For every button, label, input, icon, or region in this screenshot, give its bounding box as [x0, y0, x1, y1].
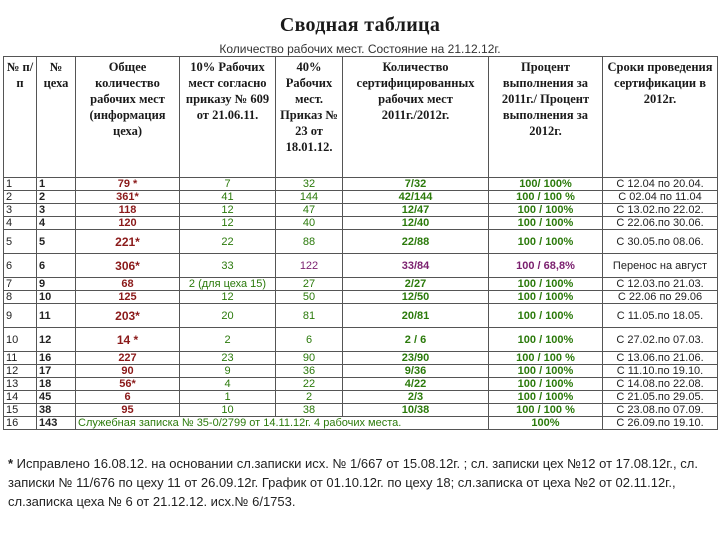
- summary-table: [3, 56, 718, 430]
- cell-row-number: 8: [4, 291, 37, 304]
- cell-completion-percent: 100 / 100 %: [489, 191, 603, 204]
- cell-certified-count: 12/40: [343, 217, 489, 230]
- cell-certification-term: С 13.06.по 21.06.: [603, 352, 718, 365]
- cell-row-number: 7: [4, 278, 37, 291]
- cell-completion-percent: 100 / 100%: [489, 378, 603, 391]
- cell-workshop-number: 16: [37, 352, 76, 365]
- cell-40-percent: 50: [276, 291, 343, 304]
- cell-total-workplaces: 95: [76, 404, 180, 417]
- cell-workshop-number: 18: [37, 378, 76, 391]
- cell-10-percent: 12: [180, 204, 276, 217]
- cell-row-number: 5: [4, 230, 37, 254]
- cell-certification-term: С 30.05.по 08.06.: [603, 230, 718, 254]
- cell-40-percent: 27: [276, 278, 343, 291]
- cell-workshop-number: 4: [37, 217, 76, 230]
- cell-completion-percent: 100/ 100%: [489, 178, 603, 191]
- cell-row-number: 10: [4, 328, 37, 352]
- cell-completion-percent: 100 / 100%: [489, 204, 603, 217]
- table-row: [4, 204, 718, 217]
- cell-total-workplaces: 125: [76, 291, 180, 304]
- cell-workshop-number: 38: [37, 404, 76, 417]
- cell-40-percent: 38: [276, 404, 343, 417]
- cell-certification-term: С 23.08.по 07.09.: [603, 404, 718, 417]
- cell-workshop-number: 12: [37, 328, 76, 352]
- header-certified-count: Количество сертифицированных рабочих мест 2011г./2012г.: [343, 57, 489, 178]
- cell-40-percent: 90: [276, 352, 343, 365]
- cell-row-number: 4: [4, 217, 37, 230]
- cell-certified-count: 10/38: [343, 404, 489, 417]
- cell-total-workplaces: 203*: [76, 304, 180, 328]
- cell-total-workplaces: 6: [76, 391, 180, 404]
- cell-certification-term: С 12.03.по 21.03.: [603, 278, 718, 291]
- cell-40-percent: 2: [276, 391, 343, 404]
- table-row: [4, 365, 718, 378]
- cell-workshop-number: 9: [37, 278, 76, 291]
- footnote: [8, 454, 714, 511]
- header-total-workplaces: Общее количество рабочих мест (информация цеха): [76, 57, 180, 178]
- cell-row-number: 14: [4, 391, 37, 404]
- cell-40-percent: 22: [276, 378, 343, 391]
- cell-40-percent: 144: [276, 191, 343, 204]
- cell-completion-percent: 100 / 100%: [489, 304, 603, 328]
- cell-10-percent: 9: [180, 365, 276, 378]
- cell-40-percent: 40: [276, 217, 343, 230]
- cell-certified-count: 7/32: [343, 178, 489, 191]
- table-row: [4, 378, 718, 391]
- table-row: [4, 178, 718, 191]
- cell-completion-percent: 100 / 100 %: [489, 404, 603, 417]
- cell-row-number: 12: [4, 365, 37, 378]
- cell-completion-percent: 100 / 100%: [489, 230, 603, 254]
- header-10-percent: 10% Рабочих мест согласно приказу № 609 от 21.06.11.: [180, 57, 276, 178]
- cell-row-number: 2: [4, 191, 37, 204]
- table-row: [4, 391, 718, 404]
- header-row-number: № п/п: [4, 57, 37, 178]
- cell-workshop-number: 5: [37, 230, 76, 254]
- cell-certified-count: 12/50: [343, 291, 489, 304]
- cell-certification-term: С 02.04 по 11.04: [603, 191, 718, 204]
- table-row: [4, 417, 718, 430]
- cell-40-percent: 88: [276, 230, 343, 254]
- header-40-percent: 40% Рабочих мест. Приказ № 23 от 18.01.12.: [276, 57, 343, 178]
- cell-total-workplaces: 120: [76, 217, 180, 230]
- cell-certified-count: 9/36: [343, 365, 489, 378]
- cell-certified-count: 2/3: [343, 391, 489, 404]
- table-row: [4, 352, 718, 365]
- cell-workshop-number: 45: [37, 391, 76, 404]
- cell-total-workplaces: 306*: [76, 254, 180, 278]
- cell-row-number: 6: [4, 254, 37, 278]
- cell-completion-percent: 100 / 100%: [489, 217, 603, 230]
- cell-certification-term: С 13.02.по 22.02.: [603, 204, 718, 217]
- table-row: [4, 304, 718, 328]
- cell-workshop-number: 17: [37, 365, 76, 378]
- cell-certified-count: 23/90: [343, 352, 489, 365]
- cell-certified-count: 22/88: [343, 230, 489, 254]
- cell-certification-term: С 14.08.по 22.08.: [603, 378, 718, 391]
- table-row: [4, 254, 718, 278]
- cell-workshop-number: 143: [37, 417, 76, 430]
- footnote-star: *: [8, 456, 17, 471]
- cell-certification-term: С 11.10.по 19.10.: [603, 365, 718, 378]
- cell-total-workplaces: 118: [76, 204, 180, 217]
- cell-10-percent: 4: [180, 378, 276, 391]
- table-row: [4, 278, 718, 291]
- cell-completion-percent: 100 / 100 %: [489, 352, 603, 365]
- cell-certified-count: 33/84: [343, 254, 489, 278]
- cell-certified-count: 20/81: [343, 304, 489, 328]
- cell-completion-percent: 100%: [489, 417, 603, 430]
- footnote-text: Исправлено 16.08.12. на основании сл.записки исх. № 1/667 от 15.08.12г. ; сл. записки цех №12 от 17.08.12г., сл. записки № 11/676 по цеху 11 от 26.09.12г. График от 01.10.12г. по цеху 18; сл.записка от цеха №2 от 02.11.12г., сл.записка цеха № 6 от 21.12.12. исх.№ 6/1753.: [8, 456, 698, 509]
- cell-total-workplaces: 56*: [76, 378, 180, 391]
- cell-40-percent: 32: [276, 178, 343, 191]
- page-title: Сводная таблица: [279, 14, 441, 36]
- cell-10-percent: 12: [180, 291, 276, 304]
- table-row: [4, 191, 718, 204]
- cell-total-workplaces: 227: [76, 352, 180, 365]
- header-row: [4, 57, 718, 178]
- cell-workshop-number: 10: [37, 291, 76, 304]
- cell-total-workplaces: 68: [76, 278, 180, 291]
- cell-10-percent: 10: [180, 404, 276, 417]
- cell-10-percent: 33: [180, 254, 276, 278]
- page-subtitle: Количество рабочих мест. Состояние на 21.12.12г.: [219, 42, 501, 56]
- cell-service-note: Служебная записка № 35-0/2799 от 14.11.12г. 4 рабочих места.: [76, 417, 489, 430]
- cell-40-percent: 81: [276, 304, 343, 328]
- cell-row-number: 1: [4, 178, 37, 191]
- cell-workshop-number: 1: [37, 178, 76, 191]
- cell-10-percent: 2 (для цеха 15): [180, 278, 276, 291]
- cell-row-number: 11: [4, 352, 37, 365]
- cell-completion-percent: 100 / 100%: [489, 391, 603, 404]
- table-row: [4, 328, 718, 352]
- cell-completion-percent: 100 / 100%: [489, 328, 603, 352]
- cell-workshop-number: 2: [37, 191, 76, 204]
- cell-certification-term: С 26.09.по 19.10.: [603, 417, 718, 430]
- cell-10-percent: 41: [180, 191, 276, 204]
- cell-certification-term: С 27.02.по 07.03.: [603, 328, 718, 352]
- table-row: [4, 217, 718, 230]
- cell-total-workplaces: 90: [76, 365, 180, 378]
- cell-40-percent: 47: [276, 204, 343, 217]
- cell-certified-count: 42/144: [343, 191, 489, 204]
- cell-10-percent: 22: [180, 230, 276, 254]
- cell-total-workplaces: 14 *: [76, 328, 180, 352]
- cell-10-percent: 7: [180, 178, 276, 191]
- cell-certified-count: 2 / 6: [343, 328, 489, 352]
- cell-certification-term: С 12.04 по 20.04.: [603, 178, 718, 191]
- cell-certification-term: Перенос на август: [603, 254, 718, 278]
- cell-10-percent: 23: [180, 352, 276, 365]
- cell-certification-term: С 11.05.по 18.05.: [603, 304, 718, 328]
- cell-40-percent: 36: [276, 365, 343, 378]
- cell-certified-count: 2/27: [343, 278, 489, 291]
- cell-10-percent: 12: [180, 217, 276, 230]
- header-certification-term: Сроки проведения сертификации в 2012г.: [603, 57, 718, 178]
- cell-total-workplaces: 361*: [76, 191, 180, 204]
- header-workshop-number: № цеха: [37, 57, 76, 178]
- cell-row-number: 15: [4, 404, 37, 417]
- cell-40-percent: 6: [276, 328, 343, 352]
- table-row: [4, 404, 718, 417]
- cell-row-number: 16: [4, 417, 37, 430]
- cell-completion-percent: 100 / 100%: [489, 365, 603, 378]
- cell-certification-term: С 22.06.по 30.06.: [603, 217, 718, 230]
- cell-completion-percent: 100 / 100%: [489, 291, 603, 304]
- cell-row-number: 13: [4, 378, 37, 391]
- header-completion-percent: Процент выполнения за 2011г./ Процент выполнения за 2012г.: [489, 57, 603, 178]
- table-row: [4, 291, 718, 304]
- cell-total-workplaces: 79 *: [76, 178, 180, 191]
- cell-certified-count: 12/47: [343, 204, 489, 217]
- cell-workshop-number: 6: [37, 254, 76, 278]
- cell-row-number: 9: [4, 304, 37, 328]
- cell-completion-percent: 100 / 68,8%: [489, 254, 603, 278]
- cell-certified-count: 4/22: [343, 378, 489, 391]
- cell-row-number: 3: [4, 204, 37, 217]
- cell-10-percent: 1: [180, 391, 276, 404]
- cell-10-percent: 2: [180, 328, 276, 352]
- cell-certification-term: С 22.06 по 29.06: [603, 291, 718, 304]
- cell-certification-term: С 21.05.по 29.05.: [603, 391, 718, 404]
- cell-workshop-number: 3: [37, 204, 76, 217]
- cell-10-percent: 20: [180, 304, 276, 328]
- cell-workshop-number: 11: [37, 304, 76, 328]
- cell-40-percent: 122: [276, 254, 343, 278]
- cell-total-workplaces: 221*: [76, 230, 180, 254]
- table-row: [4, 230, 718, 254]
- cell-completion-percent: 100 / 100%: [489, 278, 603, 291]
